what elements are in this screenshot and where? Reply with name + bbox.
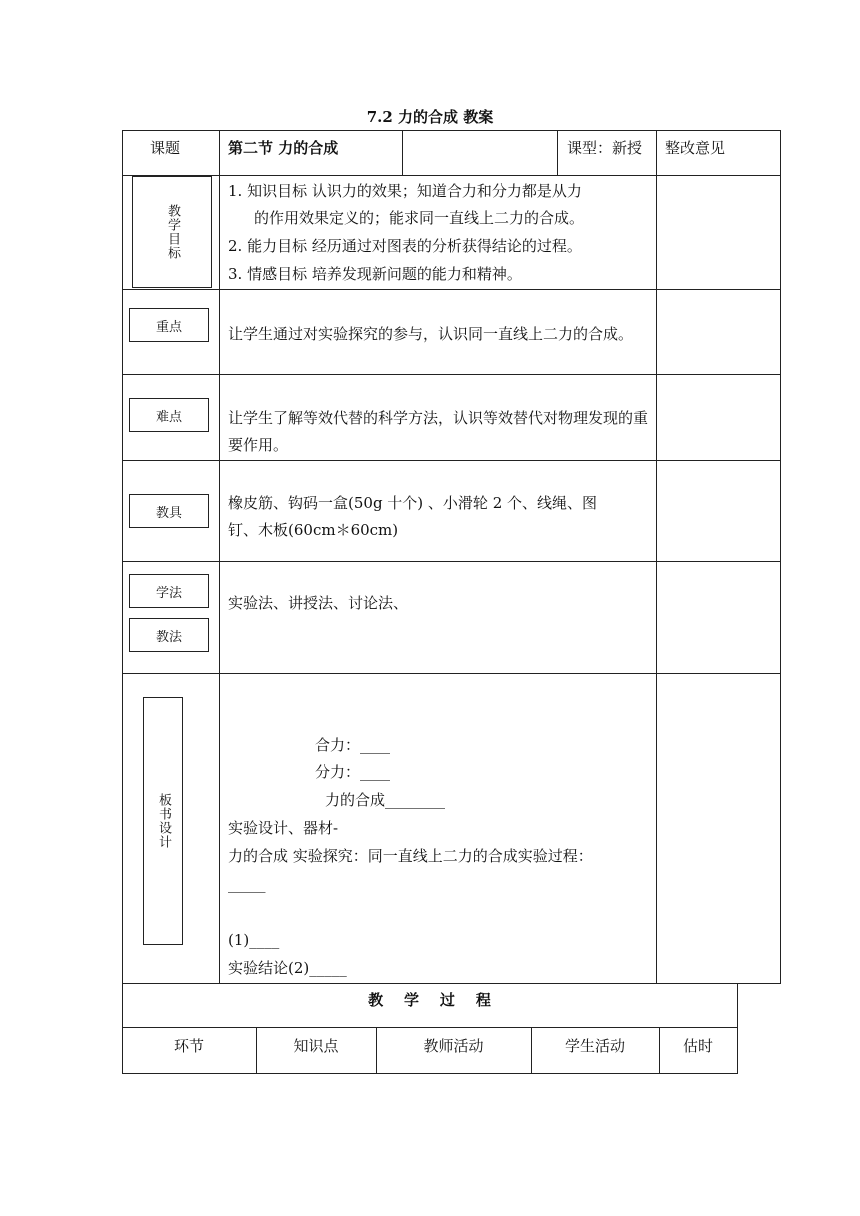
process-col-header: 知识点 (293, 1037, 339, 1055)
board-line: _____ (228, 875, 266, 893)
table-row-divider (122, 374, 780, 375)
objective-line: 2. 能力目标 经历通过对图表的分析获得结论的过程。 (228, 237, 582, 255)
board-line: 分力：____ (315, 763, 391, 781)
board-line: 实验结论(2)_____ (228, 959, 347, 977)
table-border-left (122, 130, 123, 984)
board-line: (1)____ (228, 931, 280, 949)
tools-text-line2: 钉、木板(60cm＊60cm) (228, 521, 399, 539)
teaching-method-label: 教法 (155, 629, 182, 645)
learning-method-label-box (129, 574, 209, 608)
teaching-method-label-box (129, 618, 209, 652)
difficulties-label-box (129, 398, 209, 432)
header-cell-section: 第二节 力的合成 (228, 139, 339, 157)
key-points-text: 让学生通过对实验探究的参与，认识同一直线上二力的合成。 (228, 325, 634, 343)
methods-text: 实验法、讲授法、讨论法、 (228, 594, 409, 612)
key-points-label: 重点 (155, 319, 182, 335)
board-label: 板书设计 (156, 793, 171, 849)
process-col-header: 教师活动 (423, 1037, 484, 1055)
table-col-divider (219, 130, 220, 984)
difficulties-label: 难点 (155, 409, 182, 425)
header-cell-revision: 整改意见 (665, 139, 726, 157)
learning-method-label: 学法 (155, 585, 182, 601)
table-col-divider (402, 130, 403, 176)
process-col-header: 估时 (682, 1037, 713, 1055)
table-border-bottom (122, 983, 780, 984)
board-line: 力的合成________ (325, 791, 446, 809)
process-col-header: 环节 (173, 1037, 204, 1055)
tools-label-box (129, 494, 209, 528)
table-border-right (780, 130, 781, 984)
table-row-divider (122, 175, 780, 176)
process-title: 教 学 过 程 (368, 991, 491, 1009)
process-border-bottom (122, 1073, 737, 1074)
objective-line: 的作用效果定义的；能求同一直线上二力的合成。 (254, 209, 585, 227)
table-row-divider (122, 289, 780, 290)
board-line: 力的合成 实验探究：同一直线上二力的合成实验过程： (228, 847, 593, 865)
table-row-divider (122, 561, 780, 562)
header-cell-type: 课型：新授 (567, 139, 643, 157)
difficulties-text: 让学生了解等效代替的科学方法，认识等效替代对物理发现的重要作用。 (228, 409, 649, 454)
board-line: 实验设计、器材- (228, 819, 339, 837)
objective-line: 1. 知识目标 认识力的效果；知道合力和分力都是从力 (228, 182, 582, 200)
process-row-divider (122, 1027, 737, 1028)
objectives-label: 教学目标 (165, 204, 180, 260)
table-row-divider (122, 460, 780, 461)
table-col-divider (557, 130, 558, 176)
key-points-label-box (129, 308, 209, 342)
process-border-right (737, 983, 738, 1074)
table-border-top (122, 130, 780, 131)
objectives-label-box (132, 176, 212, 288)
table-row-divider (122, 673, 780, 674)
objective-line: 3. 情感目标 培养发现新问题的能力和精神。 (228, 265, 522, 283)
process-col-header: 学生活动 (564, 1037, 625, 1055)
page-title: 7.2 力的合成 教案 (366, 108, 494, 126)
table-col-divider (656, 130, 657, 984)
board-line: 合力：____ (315, 736, 391, 754)
tools-text-line1: 橡皮筋、钩码一盒(50g 十个) 、小滑轮 2 个、线绳、图 (228, 494, 598, 512)
header-cell-topic: 课题 (150, 139, 181, 157)
board-label-box (143, 697, 183, 945)
tools-label: 教具 (155, 505, 182, 521)
